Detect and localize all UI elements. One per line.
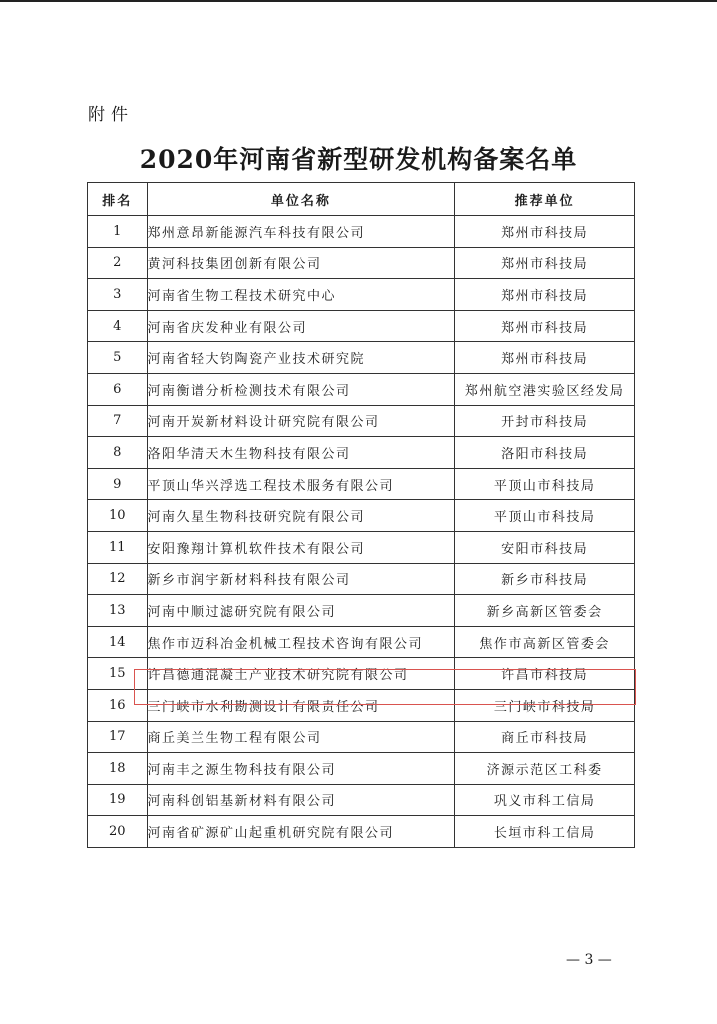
unit-name-cell: 河南省轻大钧陶瓷产业技术研究院 (147, 342, 455, 374)
recommender-cell: 郑州市科技局 (455, 247, 635, 279)
unit-name-cell: 河南省生物工程技术研究中心 (147, 279, 455, 311)
rank-cell: 14 (88, 626, 148, 658)
unit-name-cell: 河南开炭新材料设计研究院有限公司 (147, 405, 455, 437)
recommender-cell: 郑州市科技局 (455, 310, 635, 342)
unit-name-cell: 商丘美兰生物工程有限公司 (147, 721, 455, 753)
recommender-cell: 巩义市科工信局 (455, 784, 635, 816)
unit-name-cell: 洛阳华清天木生物科技有限公司 (147, 437, 455, 469)
top-border-line (0, 0, 717, 2)
rank-cell: 19 (88, 784, 148, 816)
rank-cell: 15 (88, 658, 148, 690)
recommender-cell: 洛阳市科技局 (455, 437, 635, 469)
recommender-cell: 郑州市科技局 (455, 342, 635, 374)
column-header-unit-name: 单位名称 (147, 183, 455, 216)
rank-cell: 4 (88, 310, 148, 342)
table-row (88, 405, 635, 437)
recommender-cell: 郑州市科技局 (455, 216, 635, 248)
rank-cell: 20 (88, 816, 148, 848)
recommender-cell: 郑州市科技局 (455, 279, 635, 311)
unit-name-cell: 黄河科技集团创新有限公司 (147, 247, 455, 279)
unit-name-cell: 许昌德通混凝土产业技术研究院有限公司 (147, 658, 455, 690)
unit-name-cell: 郑州意昂新能源汽车科技有限公司 (147, 216, 455, 248)
recommender-cell: 新乡市科技局 (455, 563, 635, 595)
recommender-cell: 焦作市高新区管委会 (455, 626, 635, 658)
recommender-cell: 新乡高新区管委会 (455, 595, 635, 627)
unit-name-cell: 河南省庆发种业有限公司 (147, 310, 455, 342)
table-row (88, 563, 635, 595)
recommender-cell: 济源示范区工科委 (455, 753, 635, 785)
rank-cell: 1 (88, 216, 148, 248)
unit-name-cell: 安阳豫翔计算机软件技术有限公司 (147, 531, 455, 563)
recommender-cell: 平顶山市科技局 (455, 468, 635, 500)
recommender-cell: 郑州航空港实验区经发局 (455, 373, 635, 405)
unit-name-cell: 平顶山华兴浮选工程技术服务有限公司 (147, 468, 455, 500)
rank-cell: 3 (88, 279, 148, 311)
table-row (88, 753, 635, 785)
table-row (88, 721, 635, 753)
table-row (88, 310, 635, 342)
recommender-cell: 商丘市科技局 (455, 721, 635, 753)
table-row (88, 247, 635, 279)
unit-name-cell: 三门峡市水利勘测设计有限责任公司 (147, 689, 455, 721)
table-row (88, 531, 635, 563)
unit-name-cell: 新乡市润宇新材料科技有限公司 (147, 563, 455, 595)
unit-name-cell: 河南省矿源矿山起重机研究院有限公司 (147, 816, 455, 848)
table-row (88, 437, 635, 469)
recommender-cell: 平顶山市科技局 (455, 500, 635, 532)
unit-name-cell: 河南丰之源生物科技有限公司 (147, 753, 455, 785)
table-row (88, 626, 635, 658)
table-body (88, 216, 635, 848)
rank-cell: 17 (88, 721, 148, 753)
rank-cell: 13 (88, 595, 148, 627)
unit-name-cell: 河南科创铝基新材料有限公司 (147, 784, 455, 816)
rank-cell: 8 (88, 437, 148, 469)
table-row (88, 342, 635, 374)
registration-table (87, 182, 635, 848)
table-row (88, 373, 635, 405)
table-row (88, 279, 635, 311)
unit-name-cell: 河南久星生物科技研究院有限公司 (147, 500, 455, 532)
table-row (88, 500, 635, 532)
rank-cell: 18 (88, 753, 148, 785)
table-row (88, 468, 635, 500)
rank-cell: 16 (88, 689, 148, 721)
recommender-cell: 开封市科技局 (455, 405, 635, 437)
rank-cell: 2 (88, 247, 148, 279)
column-header-rank: 排名 (88, 183, 148, 216)
recommender-cell: 长垣市科工信局 (455, 816, 635, 848)
rank-cell: 9 (88, 468, 148, 500)
rank-cell: 6 (88, 373, 148, 405)
rank-cell: 10 (88, 500, 148, 532)
rank-cell: 11 (88, 531, 148, 563)
unit-name-cell: 河南衡谱分析检测技术有限公司 (147, 373, 455, 405)
recommender-cell: 许昌市科技局 (455, 658, 635, 690)
unit-name-cell: 河南中顺过滤研究院有限公司 (147, 595, 455, 627)
table-header-row (88, 183, 635, 216)
document-title: 2020年河南省新型研发机构备案名单 (139, 145, 578, 174)
unit-name-cell: 焦作市迈科冶金机械工程技术咨询有限公司 (147, 626, 455, 658)
rank-cell: 5 (88, 342, 148, 374)
recommender-cell: 三门峡市科技局 (455, 689, 635, 721)
table-row (88, 816, 635, 848)
table-row (88, 595, 635, 627)
attachment-label: 附件 (88, 105, 134, 125)
column-header-recommender: 推荐单位 (455, 183, 635, 216)
table-row (88, 216, 635, 248)
rank-cell: 7 (88, 405, 148, 437)
table-row (88, 658, 635, 690)
table-row (88, 784, 635, 816)
table-row (88, 689, 635, 721)
recommender-cell: 安阳市科技局 (455, 531, 635, 563)
rank-cell: 12 (88, 563, 148, 595)
page-number: — 3 — (566, 952, 612, 968)
